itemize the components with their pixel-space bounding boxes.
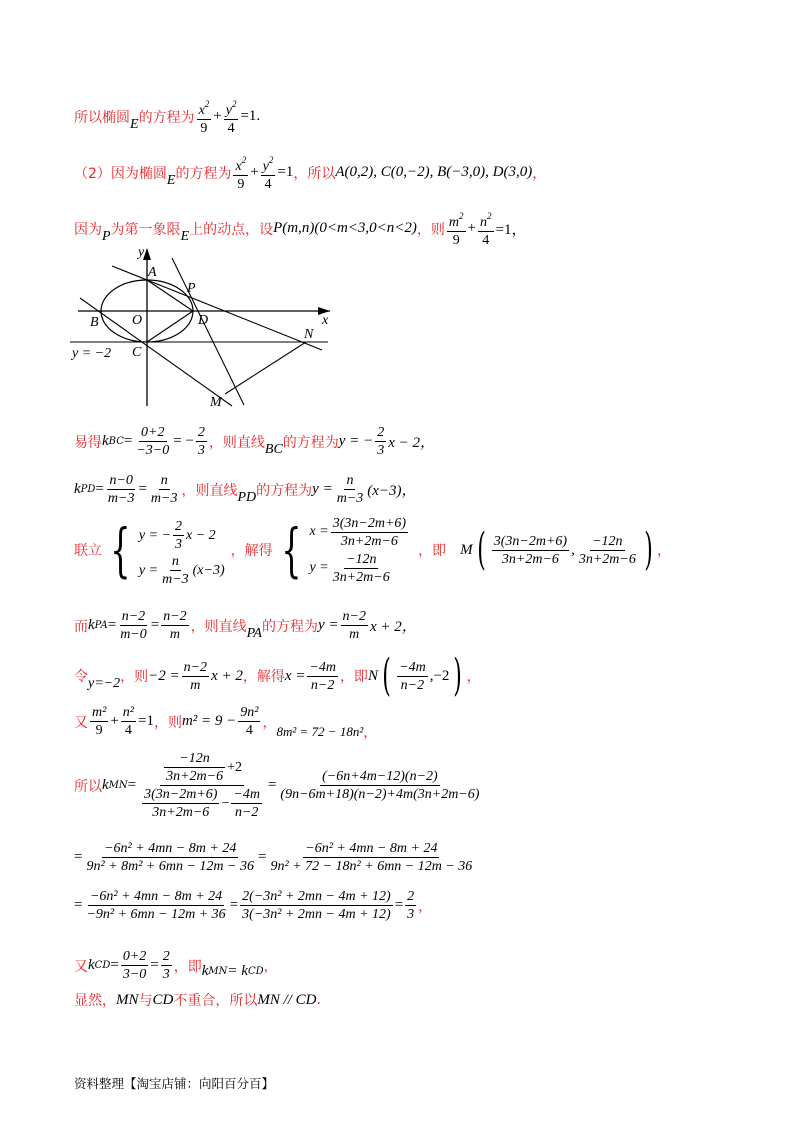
line-MN <box>225 342 306 394</box>
frac-slope-bc: $\frac{0+2}{-3-0}$ <box>136 425 170 458</box>
text-so-ellipse: 所以椭圆 <box>74 109 130 126</box>
symbol-E: E <box>130 116 139 132</box>
line-name-pd: PD <box>237 489 257 505</box>
compound-fraction: $\frac{-12n}{3n+2m-6}$ +2 $\frac{3(3n-2m+6)}{3n+2m-6}$ − $\frac{-4m}{n-2}$ <box>144 751 260 820</box>
text-line: ，则直线 <box>190 618 247 635</box>
k-symbol: k <box>74 481 81 497</box>
eq-rest: x + 2 <box>211 667 243 684</box>
k-subscript: MN <box>108 780 128 791</box>
eq-rhs: =1 <box>277 164 294 180</box>
point-N: N <box>367 667 378 684</box>
vertex-points: A(0,2), C(0,−2), B(−3,0), D(3,0) <box>335 164 533 180</box>
eq-rest: x − 2， <box>388 435 435 451</box>
text-and: 与 <box>138 993 153 1009</box>
frac-2-3: $\frac{2}{3}$ <box>197 425 205 458</box>
text-line: ，则直线 <box>208 434 265 451</box>
text-because: 因为 <box>74 221 102 238</box>
equals: = <box>123 433 133 449</box>
segment-CD: CD <box>152 991 174 1008</box>
k-subscript: PD <box>80 484 96 495</box>
frac-slope-pa-1: $\frac{n-2}{m-0}$ <box>120 609 147 642</box>
comma: ， <box>263 958 278 975</box>
m-squared: m² = 9 − <box>181 713 237 729</box>
k-symbol: k <box>88 617 95 633</box>
frac-2-3: $\frac{2}{3}$ <box>377 425 385 458</box>
equals: = <box>150 957 159 973</box>
line-name-pa: PA <box>246 625 262 641</box>
point-p-def: P(m,n)(0<m<3,0<n<2) <box>273 220 417 236</box>
text-solve: ，解得 <box>230 543 273 559</box>
comma: ， <box>418 898 433 915</box>
x-eq: x = <box>284 667 306 684</box>
frac-slope-pa-2: $\frac{n-2}{m}$ <box>163 609 187 642</box>
label-D: D <box>198 313 209 328</box>
eq-rhs: =1， <box>495 222 527 238</box>
text-namely: ，即 <box>173 958 202 975</box>
equals-minus: = − <box>173 433 194 449</box>
frac-y2-4: $\frac{y^2}{4}$ <box>261 152 276 193</box>
label-O: O <box>132 313 143 328</box>
parallel-statement: MN // CD <box>257 991 317 1008</box>
text-equation-is: 的方程为 <box>282 434 339 451</box>
k-symbol: k <box>102 433 109 449</box>
system-equations: y = − $\frac{2}{3}$ x − 2 y = $\frac{n}{m-3}$ (x−3) <box>138 519 225 587</box>
label-B: B <box>90 315 99 330</box>
frac-slope-pd-2: $\frac{n}{m-3}$ <box>150 473 178 506</box>
line-k-cd: 又 k CD = $\frac{0+2}{3-0}$ = $\frac{2}{3}$ ，即 k MN = k CD ， <box>74 949 278 982</box>
frac-x2-9: $\frac{x^2}{9}$ <box>233 152 248 193</box>
eq-one: =1 <box>137 713 154 729</box>
k-subscript: PA <box>94 620 108 631</box>
text-equation-is: 的方程为 <box>261 618 318 635</box>
symbol-P: P <box>102 228 111 244</box>
text-then: ，则 <box>153 714 182 731</box>
frac-x2-9: $\frac{x^2}{9}$ <box>197 96 212 137</box>
ellipse-figure <box>66 240 346 412</box>
part2-label: （2） <box>74 165 111 182</box>
line-let-y: 令 y=−2 ，则 −2 = $\frac{n-2}{m}$ x + 2 ，解得 x = $\frac{-4m}{n-2}$ ，即 N ( $\frac{-4m}{n-2}$ ,−2 ) ， <box>74 650 481 701</box>
comma: ， <box>466 669 481 685</box>
line-constraint: 又 $\frac{\text{m²}}{9}$ + $\frac{\text{n²}}{4}$ =1 ，则 m² = 9 − $\frac{\text{9n²}}{4}$ ， 8m² = 72 − 18n² ， <box>74 705 378 741</box>
text-then: ，则 <box>416 221 445 238</box>
line-k-bc <box>74 424 435 459</box>
segment-MN: MN <box>116 991 139 1008</box>
eq-rest: x + 2， <box>369 619 417 635</box>
eq-rest: (x−3)， <box>367 483 417 499</box>
text-and: 而 <box>74 618 88 635</box>
frac-slope-pd-1: $\frac{n-0}{m-3}$ <box>107 473 135 506</box>
y-value: y=−2 <box>88 676 121 691</box>
text-let: 令 <box>74 669 88 685</box>
text-solve: ，解得 <box>242 669 285 685</box>
text-obviously: 显然， <box>74 993 116 1009</box>
text-namely: ，即 <box>418 543 447 559</box>
text-because-ellipse: 因为椭圆 <box>110 165 167 182</box>
label-M: M <box>210 395 222 410</box>
k-subscript: BC <box>108 436 124 447</box>
line-conclusion <box>74 990 321 1010</box>
label-N: N <box>304 327 314 342</box>
symbol-E: E <box>180 228 190 244</box>
text-moving-point: 上的动点，设 <box>189 221 274 238</box>
text-not-coincide: 不重合，所以 <box>173 993 258 1009</box>
text-so: 所以 <box>74 778 102 795</box>
label-C: C <box>132 345 142 360</box>
eq-lhs: y = <box>317 617 339 633</box>
line-PA <box>112 266 322 350</box>
text-equation-is: 的方程为 <box>175 165 232 182</box>
point-M: M <box>460 541 473 558</box>
line-k-mn: 所以 k MN = $\frac{-12n}{3n+2m-6}$ +2 $\frac{3(3n-2m+6)}{3n+2m-6}$ − $\frac{-4m}{n-2}$ = $\frac{(-6n+4m-12)(n-2)}{(9n-6m+18)(n-2)+4m(3n+2m-6)}$ <box>74 751 480 820</box>
line-PD <box>172 258 244 405</box>
line-simplify-2: = $\frac{\text{−6n² + 4mn − 8m + 24}}{\text{−9n² + 6mn − 12m + 36}}$ = $\frac{\text{2(−3n² + 2mn − 4m + 12)}}{\text{3(−3n² + 2mn − 4m + 12)}}$ = $\frac{2}{3}$ ， <box>74 889 433 922</box>
text-combine: 联立 <box>74 543 102 559</box>
k-symbol: k <box>102 777 109 793</box>
eq-lhs: −2 = <box>148 667 180 684</box>
text-easy: 易得 <box>74 434 102 451</box>
symbol-E: E <box>166 172 176 188</box>
eq-lhs: y = − <box>338 433 374 449</box>
line-system: 联立 { y = − $\frac{2}{3}$ x − 2 y = $\frac{n}{m-3}$ (x−3) ，解得 { x = $\frac{3(3n-2m+6)}{3n+2m-6}$ y = $\frac{-12n}{3n+2m-6}$ ，即 M ( $\frac{3(3n-2m+6)}{3n+2m-6}$ , $\frac{-12n}{3n+2m-6}$ ) ， <box>74 515 672 587</box>
line-part2: （2） 因为椭圆 E 的方程为 $\frac{x^2}{9}$ + $\frac{y^2}{4}$ =1 ，所以 A(0,2), C(0,−2), B(−3,0), D(3,0) ， <box>74 152 546 193</box>
line-ellipse-equation: 所以椭圆 E 的方程为 $\frac{x^2}{9}$ + $\frac{y^2}{4}$ =1. <box>74 96 260 137</box>
k-subscript: CD <box>94 960 111 971</box>
simplified-fraction: $\frac{(-6n+4m-12)(n-2)}{(9n-6m+18)(n-2)+4m(3n+2m-6)}$ <box>280 769 480 802</box>
eq-lhs: y = <box>312 481 333 497</box>
text-line: ，则直线 <box>181 482 238 499</box>
k-symbol: k <box>201 963 209 979</box>
period: . <box>316 992 321 1008</box>
text-equation-is: 的方程为 <box>256 482 313 499</box>
frac-m2-9: $\frac{m^2}{9}$ <box>447 208 466 249</box>
text-equation-is: 的方程为 <box>138 109 195 126</box>
label-A: A <box>148 265 157 280</box>
system-solution: x = $\frac{3(3n-2m+6)}{3n+2m-6}$ y = $\frac{-12n}{3n+2m-6}$ <box>309 515 407 585</box>
footer-source: 资料整理【淘宝店铺：向阳百分百】 <box>74 1076 275 1091</box>
text-also: 又 <box>74 958 88 975</box>
label-y-minus-2: y = −2 <box>72 346 112 361</box>
comma: ， <box>262 714 277 731</box>
text-also: 又 <box>74 714 88 731</box>
frac-n2-4: $\frac{n^2}{4}$ <box>478 208 494 249</box>
text-so: ，所以 <box>293 165 336 182</box>
line-name-bc: BC <box>264 441 283 457</box>
label-x: x <box>322 313 329 328</box>
label-y: y <box>138 245 145 260</box>
k-symbol: k <box>88 957 95 973</box>
frac-y2-4: $\frac{y^2}{4}$ <box>224 96 239 137</box>
comma: ， <box>657 543 672 559</box>
text-then: ，则 <box>120 669 149 685</box>
line-k-pa: 而 k PA = $\frac{n-2}{m-0}$ = $\frac{n-2}{m}$ ，则直线 PA 的方程为 y = $\frac{n-2}{m}$ x + 2， <box>74 609 417 642</box>
line-k-pd: k PD = $\frac{n-0}{m-3}$ = $\frac{n}{m-3}$ ，则直线 PD 的方程为 y = $\frac{n}{m-3}$ (x−3)， <box>74 473 417 506</box>
alt-form: 8m² = 72 − 18n² <box>276 723 364 739</box>
text-first-quadrant: 为第一象限 <box>110 221 181 238</box>
text-namely: ，即 <box>339 669 368 685</box>
label-P: P <box>187 281 196 296</box>
frac-n-m3: $\frac{n}{m-3}$ <box>336 473 364 506</box>
eq-rhs: =1. <box>240 108 261 124</box>
line-point-p: 因为 P 为第一象限 E 上的动点，设 P(m,n)(0<m<3,0<n<2) ，则 $\frac{m^2}{9}$ + $\frac{n^2}{4}$ =1， <box>74 208 526 249</box>
line-simplify-1: = $\frac{\text{−6n² + 4mn − 8m + 24}}{\text{9n² + 8m² + 6mn − 12m − 36}}$ = $\frac{\text{−6n² + 4mn − 8m + 24}}{\text{9n² + 72 − 18n² + 6mn − 12m − 36}}$ <box>74 841 473 874</box>
